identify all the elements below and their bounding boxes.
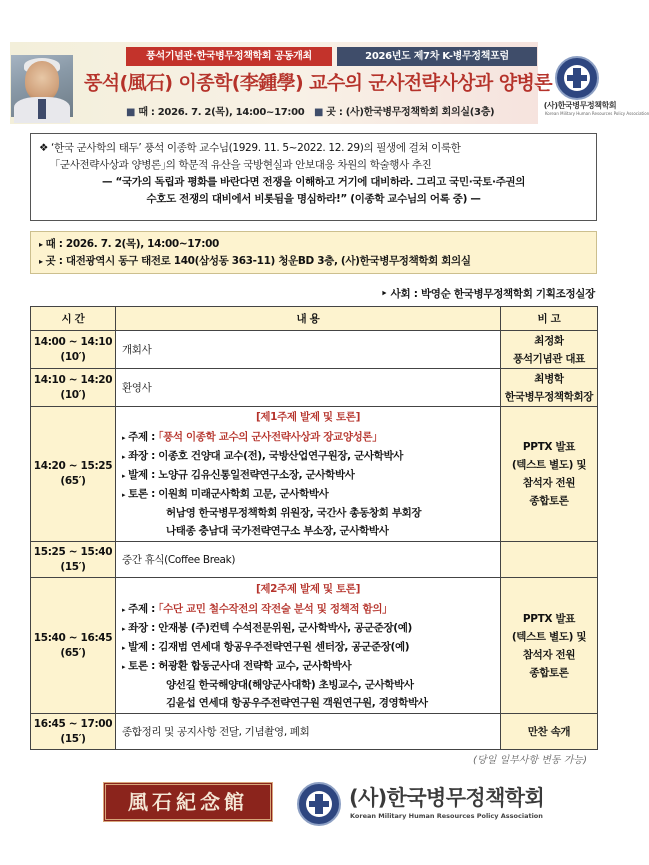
topic-subject: ▸ 주제 : ｢수단 교민 철수작전의 작전술 분석 및 정책적 함의｣ [122, 602, 388, 615]
row-time: 15:40 ~ 16:45 (65′) [31, 578, 116, 714]
row-content: 환영사 [116, 369, 501, 407]
portrait-face [25, 61, 59, 101]
topic-discussant: 김윤섭 연세대 항공우주전략연구원 객원연구원, 경영학박사 [166, 696, 428, 709]
topic-chair: ▸ 좌장 : 이종호 건양대 교수(전), 국방산업연구원장, 군사학박사 [122, 450, 404, 462]
triangle-bullet-icon: ▸ [39, 257, 43, 266]
event-title: 풍석(風石) 이종학(李鍾學) 교수의 군사전략사상과 양병론 [84, 72, 552, 94]
association-seal-icon [555, 56, 599, 100]
row-time: 14:10 ~ 14:20 (10′) [31, 369, 116, 407]
row-content: 중간 휴식(Coffee Break) [116, 542, 501, 578]
association-seal-icon [297, 782, 341, 826]
intro-quote: 수호도 전쟁의 대비에서 비롯됨을 명심하라!” (이종학 교수님의 어록 중) — [146, 193, 481, 205]
square-bullet-icon: ■ [126, 107, 136, 118]
forum-label: 2026년도 제7차 K-병무정책포럼 [337, 47, 537, 66]
event-info-box [30, 231, 597, 274]
row-time: 16:45 ~ 17:00 (15′) [31, 714, 116, 750]
table-row [31, 331, 598, 369]
table-header-row [31, 307, 598, 331]
footer-org-name: (사)한국병무정책학회 [349, 786, 545, 810]
row-remark [501, 542, 598, 578]
topic-presenter: ▸ 발제 : 노양규 김유신통일전략연구소장, 군사학박사 [122, 469, 355, 481]
info-when: ▸ 때 : 2026. 7. 2(목), 14:00~17:00 [39, 238, 219, 250]
topic-heading: [제2주제 발제 및 토론] [255, 582, 361, 595]
topic-chair: ▸ 좌장 : 안재봉 (주)컨텍 수석전문위원, 군사학박사, 공군준장(예) [122, 621, 412, 634]
table-row-topic2 [31, 578, 598, 714]
footer-org-english: Korean Military Human Resources Policy Association [350, 812, 543, 820]
header-time: 시 간 [31, 307, 116, 331]
topic-presenter: ▸ 발제 : 김재범 연세대 항공우주전략연구원 센터장, 공군준장(예) [122, 640, 410, 653]
change-notice: (당일 일부사항 변동 가능) [473, 755, 587, 766]
header-content: 내 용 [116, 307, 501, 331]
topic-discussant: 나태종 충남대 국가전략연구소 부소장, 군사학박사 [166, 525, 389, 537]
portrait-photo [11, 55, 73, 117]
program-table [30, 306, 598, 750]
row-content [116, 407, 501, 542]
association-seal-label: (사)한국병무정책학회 [543, 101, 617, 110]
topic-discussant: 허남영 한국병무정책학회 위원장, 국간사 총동창회 부회장 [166, 507, 422, 519]
portrait-tie [38, 99, 46, 119]
row-content [116, 578, 501, 714]
row-remark: PPTX 발표 (텍스트 별도) 및 참석자 전원 종합토론 [501, 407, 598, 542]
topic-subject: ▸ 주제 : ｢풍석 이종학 교수의 군사전략사상과 장교양성론｣ [122, 431, 378, 443]
row-time: 14:00 ~ 14:10 (10′) [31, 331, 116, 369]
row-remark: 만찬 속개 [501, 714, 598, 750]
topic-discussant: ▸ 토론 : 이원희 미래군사학회 고문, 군사학박사 [122, 488, 329, 500]
topic-heading: [제1주제 발제 및 토론] [255, 411, 361, 423]
info-where: ▸ 곳 : 대전광역시 동구 태전로 140(삼성동 363-11) 청운BD 3층, (사)한국병무정책학회 회의실 [39, 255, 471, 267]
topic-discussant: 양선길 한국해양대(해양군사대학) 초빙교수, 군사학박사 [166, 678, 414, 691]
row-remark: 최정화 풍석기념관 대표 [501, 331, 598, 369]
row-content: 개회사 [116, 331, 501, 369]
banner-date: 때 : 2026. 7. 2(목), 14:00~17:00 [138, 107, 305, 118]
intro-line: ❖ ‘한국 군사학의 태두’ 풍석 이종학 교수님(1929. 11. 5~2022. 12. 29)의 필생에 걸쳐 이룩한 [39, 142, 461, 154]
association-seal-sublabel: Korean Military Human Resources Policy Association [545, 111, 649, 116]
table-row [31, 369, 598, 407]
row-content: 종합정리 및 공지사항 전달, 기념촬영, 폐회 [116, 714, 501, 750]
intro-box [30, 133, 597, 221]
square-bullet-icon: ■ [313, 107, 324, 118]
intro-quote: — “국가의 독립과 평화를 바란다면 전쟁을 이해하고 거기에 대비하라. 그리고 국민·국토·주권의 [101, 176, 525, 188]
intro-line: ｢군사전략사상과 양병론｣의 학문적 유산을 국방현실과 안보대응 차원의 학술행사 추진 [55, 159, 432, 171]
table-row-topic1 [31, 407, 598, 542]
row-time: 15:25 ~ 15:40 (15′) [31, 542, 116, 578]
banner-date-place [126, 103, 516, 118]
row-remark: 최병학 한국병무정책학회장 [501, 369, 598, 407]
pungseok-memorial-logo: 風石紀念館 [103, 782, 273, 822]
topic-discussant: ▸ 토론 : 허광환 합동군사대 전략학 교수, 군사학박사 [122, 659, 352, 672]
table-row [31, 542, 598, 578]
header-remark: 비 고 [501, 307, 598, 331]
triangle-bullet-icon: ▸ [39, 240, 43, 249]
table-row [31, 714, 598, 750]
row-remark: PPTX 발표 (텍스트 별도) 및 참석자 전원 종합토론 [501, 578, 598, 714]
banner-place: 곳 : (사)한국병무정책학회 회의실(3층) [326, 107, 495, 118]
co-host-label: 풍석기념관·한국병무정책학회 공동개최 [126, 47, 332, 66]
row-time: 14:20 ~ 15:25 (65′) [31, 407, 116, 542]
moderator-line: ‣ 사회 : 박영순 한국병무정책학회 기획조정실장 [380, 288, 595, 300]
